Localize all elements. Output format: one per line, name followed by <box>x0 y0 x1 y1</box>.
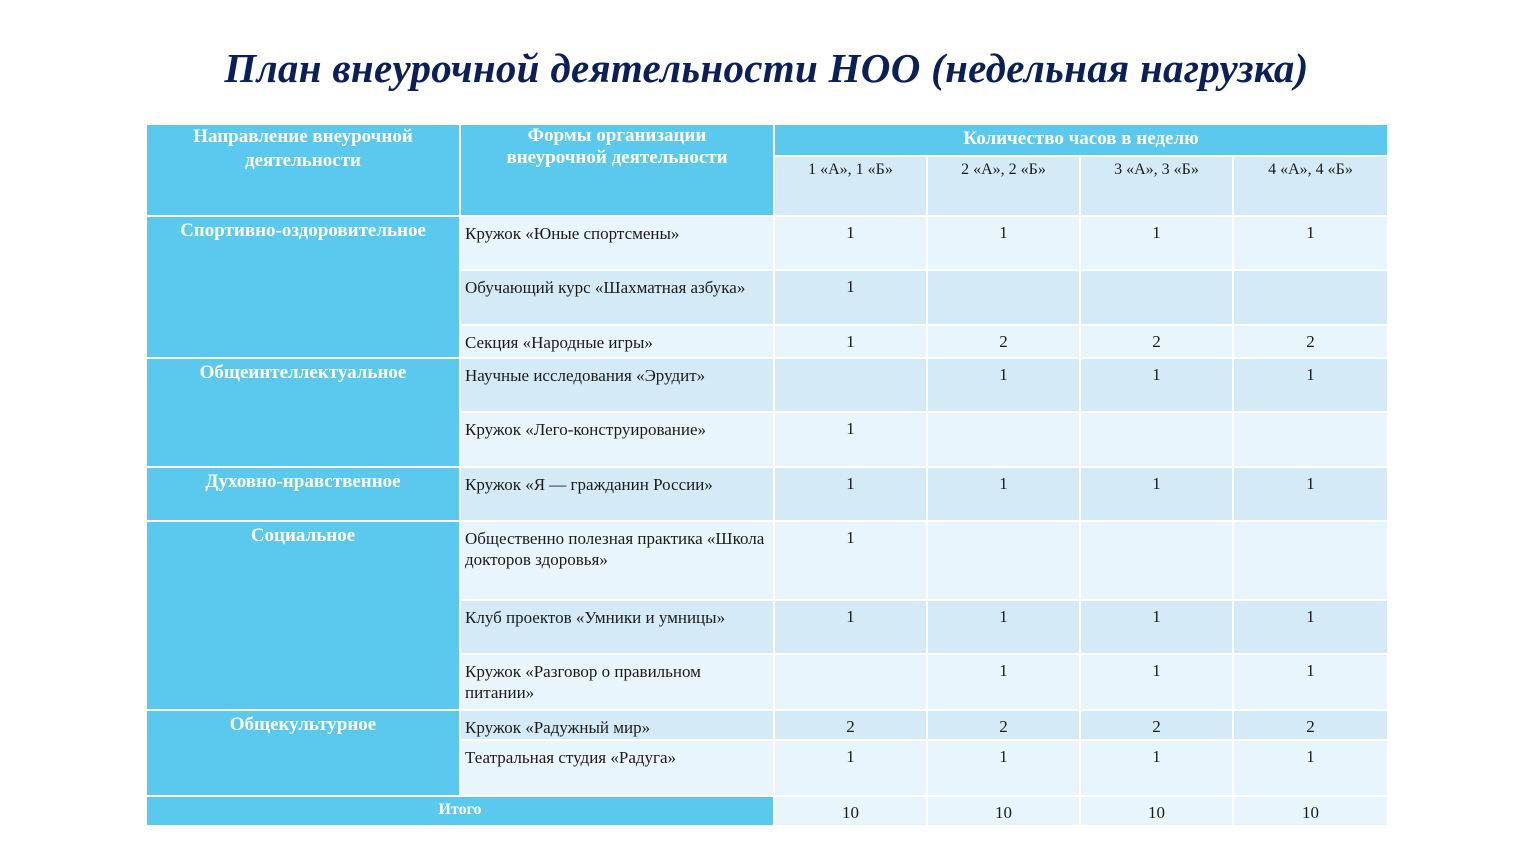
hours-cell <box>1233 270 1388 325</box>
hours-cell: 2 <box>927 710 1080 740</box>
header-class-3: 3 «А», 3 «Б» <box>1080 156 1233 216</box>
table-row <box>146 216 1388 270</box>
activity-plan-table <box>145 123 1389 827</box>
total-hours-cell: 10 <box>1080 796 1233 826</box>
hours-cell <box>774 358 927 412</box>
direction-cell: Общекультурное <box>146 710 460 796</box>
header-class-2: 2 «А», 2 «Б» <box>927 156 1080 216</box>
hours-cell: 2 <box>1233 325 1388 358</box>
table-row <box>146 710 1388 740</box>
hours-cell <box>927 270 1080 325</box>
header-forms: Формы организации внеурочной деятельности <box>460 124 774 216</box>
hours-cell <box>1233 521 1388 600</box>
hours-cell <box>1080 521 1233 600</box>
form-cell: Кружок «Юные спортсмены» <box>460 216 774 270</box>
hours-cell: 2 <box>1233 710 1388 740</box>
header-hours: Количество часов в неделю <box>774 124 1388 156</box>
hours-cell: 1 <box>927 654 1080 710</box>
hours-cell: 1 <box>1080 358 1233 412</box>
hours-cell <box>1080 412 1233 467</box>
direction-cell: Спортивно-оздоровительное <box>146 216 460 358</box>
hours-cell <box>1233 412 1388 467</box>
hours-cell: 1 <box>1233 654 1388 710</box>
hours-cell: 2 <box>927 325 1080 358</box>
hours-cell: 1 <box>1233 467 1388 521</box>
form-cell: Кружок «Я — гражданин России» <box>460 467 774 521</box>
hours-cell: 1 <box>774 412 927 467</box>
form-cell: Обучающий курс «Шахматная азбука» <box>460 270 774 325</box>
header-class-4: 4 «А», 4 «Б» <box>1233 156 1388 216</box>
hours-cell: 1 <box>1233 216 1388 270</box>
total-label: Итого <box>146 796 774 826</box>
hours-cell <box>927 521 1080 600</box>
total-hours-cell: 10 <box>774 796 927 826</box>
hours-cell: 1 <box>1233 358 1388 412</box>
hours-cell: 1 <box>774 270 927 325</box>
hours-cell: 1 <box>1080 654 1233 710</box>
form-cell: Научные исследования «Эрудит» <box>460 358 774 412</box>
hours-cell: 1 <box>774 325 927 358</box>
hours-cell: 1 <box>1233 740 1388 796</box>
header-direction: Направление внеурочной деятельности <box>146 124 460 216</box>
hours-cell: 1 <box>774 216 927 270</box>
direction-cell: Общеинтеллектуальное <box>146 358 460 467</box>
hours-cell: 1 <box>1080 216 1233 270</box>
header-row <box>146 124 1388 156</box>
page-title: План внеурочной деятельности НОО (недельная нагрузка) <box>224 45 1309 91</box>
form-cell: Театральная студия «Радуга» <box>460 740 774 796</box>
hours-cell: 1 <box>927 600 1080 654</box>
hours-cell: 1 <box>774 600 927 654</box>
hours-cell <box>1080 270 1233 325</box>
form-cell: Клуб проектов «Умники и умницы» <box>460 600 774 654</box>
hours-cell: 1 <box>927 358 1080 412</box>
hours-cell: 1 <box>1080 467 1233 521</box>
hours-cell: 1 <box>1233 600 1388 654</box>
hours-cell: 1 <box>774 740 927 796</box>
hours-cell: 1 <box>774 521 927 600</box>
form-cell: Кружок «Радужный мир» <box>460 710 774 740</box>
direction-cell: Социальное <box>146 521 460 710</box>
hours-cell <box>927 412 1080 467</box>
hours-cell: 1 <box>927 740 1080 796</box>
table-row <box>146 521 1388 600</box>
direction-cell: Духовно-нравственное <box>146 467 460 521</box>
table-row <box>146 358 1388 412</box>
hours-cell: 2 <box>1080 325 1233 358</box>
hours-cell: 1 <box>927 467 1080 521</box>
hours-cell: 1 <box>1080 740 1233 796</box>
total-row <box>146 796 1388 826</box>
form-cell: Секция «Народные игры» <box>460 325 774 358</box>
hours-cell: 2 <box>1080 710 1233 740</box>
form-cell: Общественно полезная практика «Школа докторов здоровья» <box>460 521 774 600</box>
hours-cell: 1 <box>774 467 927 521</box>
form-cell: Кружок «Лего-конструирование» <box>460 412 774 467</box>
hours-cell: 1 <box>927 216 1080 270</box>
form-cell: Кружок «Разговор о правильном питании» <box>460 654 774 710</box>
table-row <box>146 467 1388 521</box>
hours-cell: 1 <box>1080 600 1233 654</box>
total-hours-cell: 10 <box>1233 796 1388 826</box>
header-class-1: 1 «А», 1 «Б» <box>774 156 927 216</box>
hours-cell <box>774 654 927 710</box>
hours-cell: 2 <box>774 710 927 740</box>
total-hours-cell: 10 <box>927 796 1080 826</box>
